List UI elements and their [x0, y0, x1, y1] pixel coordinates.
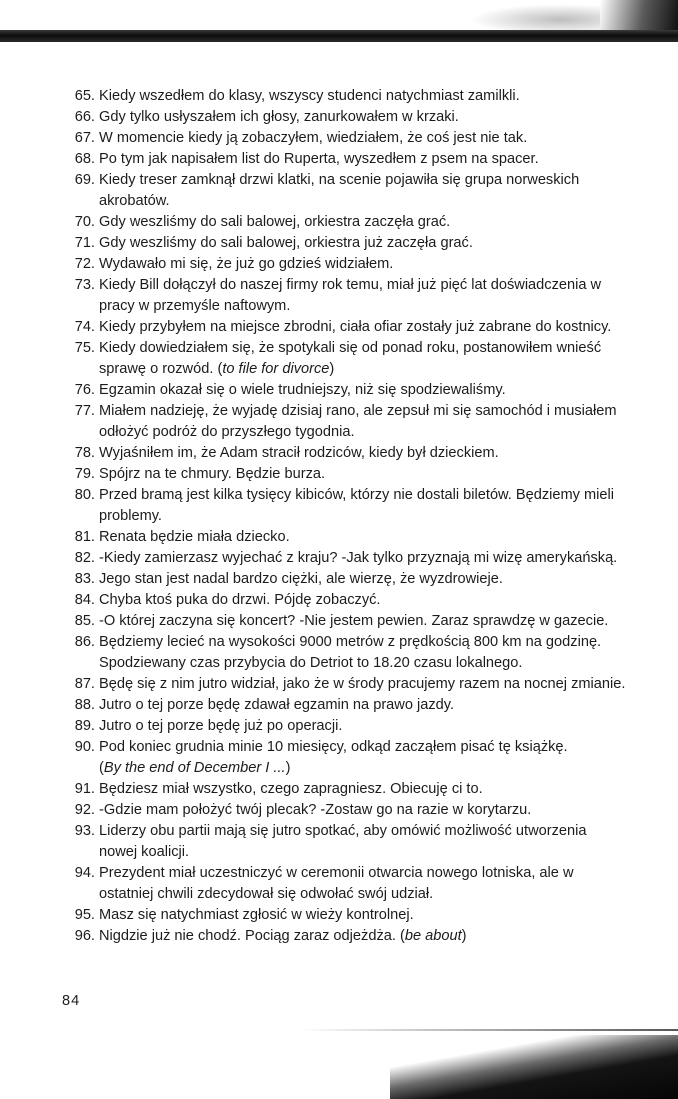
item-text: Będziesz miał wszystko, czego zapragniesz. Obiecuję ci to. — [99, 781, 483, 797]
list-item — [70, 800, 626, 821]
item-number: 93. — [74, 823, 95, 839]
item-text: -Kiedy zamierzasz wyjechać z kraju? -Jak tylko przyznają mi wizę amerykańską. — [99, 550, 618, 566]
list-item — [70, 170, 626, 212]
item-number: 91. — [74, 781, 95, 797]
list-item — [70, 86, 626, 107]
list-item — [70, 401, 626, 443]
translation-hint: (be about) — [399, 928, 467, 944]
item-number: 73. — [74, 277, 95, 293]
item-text: Egzamin okazał się o wiele trudniejszy, niż się spodziewaliśmy. — [99, 382, 506, 398]
translation-hint: (By the end of December I ...) — [99, 760, 291, 776]
item-text: Kiedy Bill dołączył do naszej firmy rok temu, miał już pięć lat doświadczenia w pracy w przemyśle naftowym. — [99, 277, 602, 314]
list-item — [70, 737, 626, 779]
item-number: 68. — [74, 151, 95, 167]
list-item — [70, 233, 626, 254]
item-text: Kiedy przybyłem na miejsce zbrodni, ciała ofiar zostały już zabrane do kostnicy. — [99, 319, 612, 335]
item-number: 67. — [74, 130, 95, 146]
list-item — [70, 317, 626, 338]
translation-hint: (to file for divorce) — [217, 361, 335, 377]
item-number: 70. — [74, 214, 95, 230]
item-text: Kiedy treser zamknął drzwi klatki, na scenie pojawiła się grupa norweskich akrobatów. — [99, 172, 580, 209]
item-text: Masz się natychmiast zgłosić w wieży kontrolnej. — [99, 907, 414, 923]
list-item — [70, 779, 626, 800]
item-number: 76. — [74, 382, 95, 398]
item-number: 80. — [74, 487, 95, 503]
item-number: 78. — [74, 445, 95, 461]
item-number: 82. — [74, 550, 95, 566]
item-text: Renata będzie miała dziecko. — [99, 529, 290, 545]
item-number: 66. — [74, 109, 95, 125]
item-text: Kiedy dowiedziałem się, że spotykali się od ponad roku, postanowiłem wnieść sprawę o rozwód. — [99, 340, 602, 377]
list-item — [70, 527, 626, 548]
scan-band-top — [0, 30, 678, 42]
scan-line-bottom — [300, 1029, 678, 1031]
list-item — [70, 254, 626, 275]
item-number: 74. — [74, 319, 95, 335]
item-text: Jutro o tej porze będę zdawał egzamin na prawo jazdy. — [99, 697, 455, 713]
list-item — [70, 149, 626, 170]
list-item — [70, 485, 626, 527]
list-item — [70, 611, 626, 632]
item-number: 95. — [74, 907, 95, 923]
list-item — [70, 275, 626, 317]
item-text: Jutro o tej porze będę już po operacji. — [99, 718, 343, 734]
list-item — [70, 674, 626, 695]
item-number: 69. — [74, 172, 95, 188]
item-number: 84. — [74, 592, 95, 608]
list-item — [70, 716, 626, 737]
exercise-list — [70, 86, 626, 947]
item-number: 88. — [74, 697, 95, 713]
item-text: Będziemy lecieć na wysokości 9000 metrów z prędkością 800 km na godzinę. Spodziewany czas przybycia do Detriot to 18.20 czasu lokalnego. — [99, 634, 602, 671]
list-item — [70, 338, 626, 380]
list-item — [70, 821, 626, 863]
list-item — [70, 107, 626, 128]
item-text: Gdy tylko usłyszałem ich głosy, zanurkowałem w krzaki. — [99, 109, 459, 125]
item-number: 75. — [74, 340, 95, 356]
item-number: 92. — [74, 802, 95, 818]
item-number: 94. — [74, 865, 95, 881]
item-number: 90. — [74, 739, 95, 755]
item-number: 96. — [74, 928, 95, 944]
item-text: Przed bramą jest kilka tysięcy kibiców, którzy nie dostali biletów. Będziemy mieli problemy. — [99, 487, 615, 524]
item-text: Gdy weszliśmy do sali balowej, orkiestra zaczęła grać. — [99, 214, 451, 230]
scan-band-bottom — [390, 1035, 678, 1099]
list-item — [70, 905, 626, 926]
item-text: Jego stan jest nadal bardzo ciężki, ale wierzę, że wyzdrowieje. — [99, 571, 503, 587]
item-number: 85. — [74, 613, 95, 629]
item-text: Nigdzie już nie chodź. Pociąg zaraz odjeżdża. — [99, 928, 396, 944]
item-text: Kiedy wszedłem do klasy, wszyscy studenci natychmiast zamilkli. — [99, 88, 520, 104]
page-number: 84 — [62, 993, 81, 1009]
list-item — [70, 632, 626, 674]
list-item — [70, 590, 626, 611]
item-number: 87. — [74, 676, 95, 692]
item-number: 86. — [74, 634, 95, 650]
item-text: Wyjaśniłem im, że Adam stracił rodziców, kiedy był dzieckiem. — [99, 445, 499, 461]
list-item — [70, 548, 626, 569]
list-item — [70, 212, 626, 233]
item-text: Pod koniec grudnia minie 10 miesięcy, odkąd zacząłem pisać tę książkę. — [99, 739, 568, 755]
item-number: 89. — [74, 718, 95, 734]
list-item — [70, 128, 626, 149]
item-text: Po tym jak napisałem list do Ruperta, wyszedłem z psem na spacer. — [99, 151, 539, 167]
item-number: 77. — [74, 403, 95, 419]
item-text: Liderzy obu partii mają się jutro spotkać, aby omówić możliwość utworzenia nowej koalicji. — [99, 823, 587, 860]
item-text: Prezydent miał uczestniczyć w ceremonii otwarcia nowego lotniska, ale w ostatniej chwili zdecydował się odwołać swój udział. — [99, 865, 574, 902]
item-text: Gdy weszliśmy do sali balowej, orkiestra już zaczęła grać. — [99, 235, 473, 251]
item-text: Będę się z nim jutro widział, jako że w środy pracujemy razem na nocnej zmianie. — [99, 676, 626, 692]
scan-shadow-top — [470, 4, 600, 30]
item-text: -O której zaczyna się koncert? -Nie jestem pewien. Zaraz sprawdzę w gazecie. — [99, 613, 609, 629]
list-item — [70, 464, 626, 485]
list-item — [70, 863, 626, 905]
item-number: 81. — [74, 529, 95, 545]
list-item — [70, 443, 626, 464]
list-item — [70, 380, 626, 401]
item-number: 79. — [74, 466, 95, 482]
item-text: Chyba ktoś puka do drzwi. Pójdę zobaczyć. — [99, 592, 381, 608]
item-text: -Gdzie mam położyć twój plecak? -Zostaw go na razie w korytarzu. — [99, 802, 532, 818]
item-number: 65. — [74, 88, 95, 104]
item-number: 83. — [74, 571, 95, 587]
item-text: W momencie kiedy ją zobaczyłem, wiedziałem, że coś jest nie tak. — [99, 130, 528, 146]
list-item — [70, 569, 626, 590]
list-item — [70, 695, 626, 716]
item-text: Spójrz na te chmury. Będzie burza. — [99, 466, 326, 482]
item-number: 71. — [74, 235, 95, 251]
item-text: Wydawało mi się, że już go gdzieś widziałem. — [99, 256, 394, 272]
item-number: 72. — [74, 256, 95, 272]
item-text: Miałem nadzieję, że wyjadę dzisiaj rano, ale zepsuł mi się samochód i musiałem odłożyć podróż do przyszłego tygodnia. — [99, 403, 617, 440]
list-item — [70, 926, 626, 947]
scan-edge-top — [600, 0, 678, 30]
